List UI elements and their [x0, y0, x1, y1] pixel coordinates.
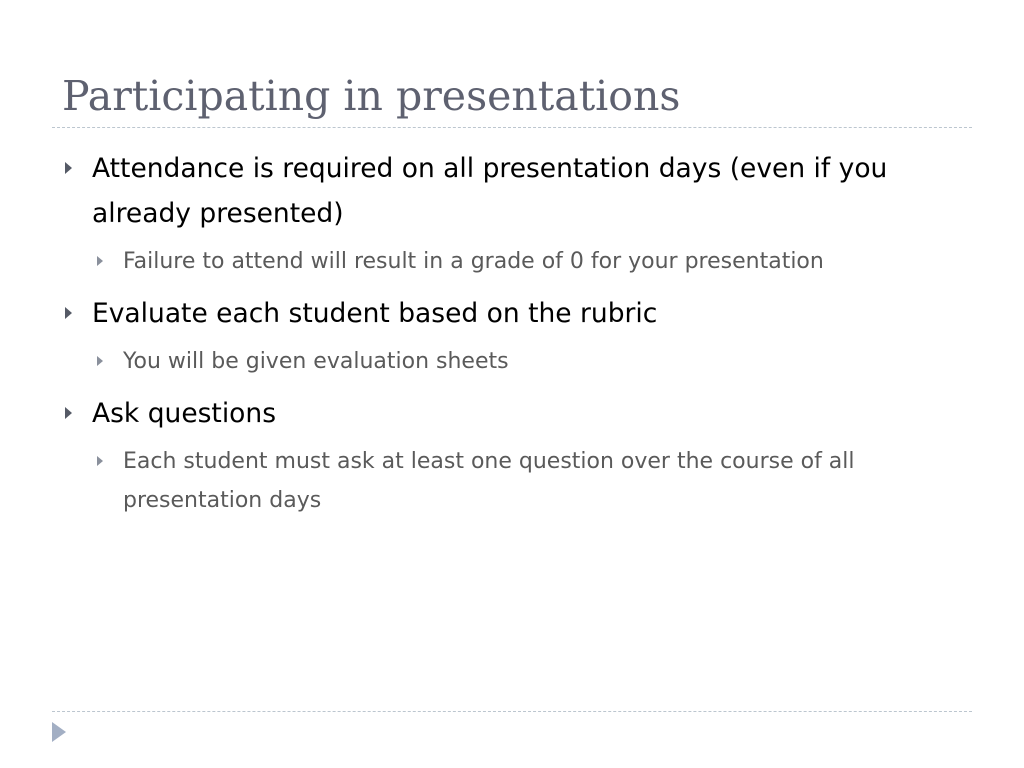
footer-divider — [52, 711, 972, 712]
sub-bullet-text: You will be given evaluation sheets — [123, 349, 509, 374]
bullet-text: Ask questions — [92, 398, 276, 429]
bullet-item — [62, 146, 972, 236]
title-divider — [52, 127, 972, 128]
play-arrow-icon[interactable] — [52, 722, 66, 742]
bullet-text: Evaluate each student based on the rubric — [92, 298, 658, 329]
sub-bullet-item — [62, 442, 972, 520]
slide-title: Participating in presentations — [62, 72, 681, 120]
triangle-bullet-icon — [65, 407, 72, 419]
bullet-item — [62, 291, 972, 336]
sub-bullet-item — [62, 242, 972, 281]
sub-bullet-text: Failure to attend will result in a grade of 0 for your presentation — [123, 249, 824, 274]
triangle-bullet-icon — [97, 456, 103, 466]
triangle-bullet-icon — [65, 162, 72, 174]
bullet-item — [62, 391, 972, 436]
triangle-bullet-icon — [97, 356, 103, 366]
bullet-text: Attendance is required on all presentation days (even if you already presented) — [92, 153, 888, 229]
bullet-list — [62, 146, 972, 520]
sub-bullet-item — [62, 342, 972, 381]
sub-bullet-text: Each student must ask at least one question over the course of all presentation days — [123, 449, 855, 513]
triangle-bullet-icon — [65, 307, 72, 319]
triangle-bullet-icon — [97, 256, 103, 266]
